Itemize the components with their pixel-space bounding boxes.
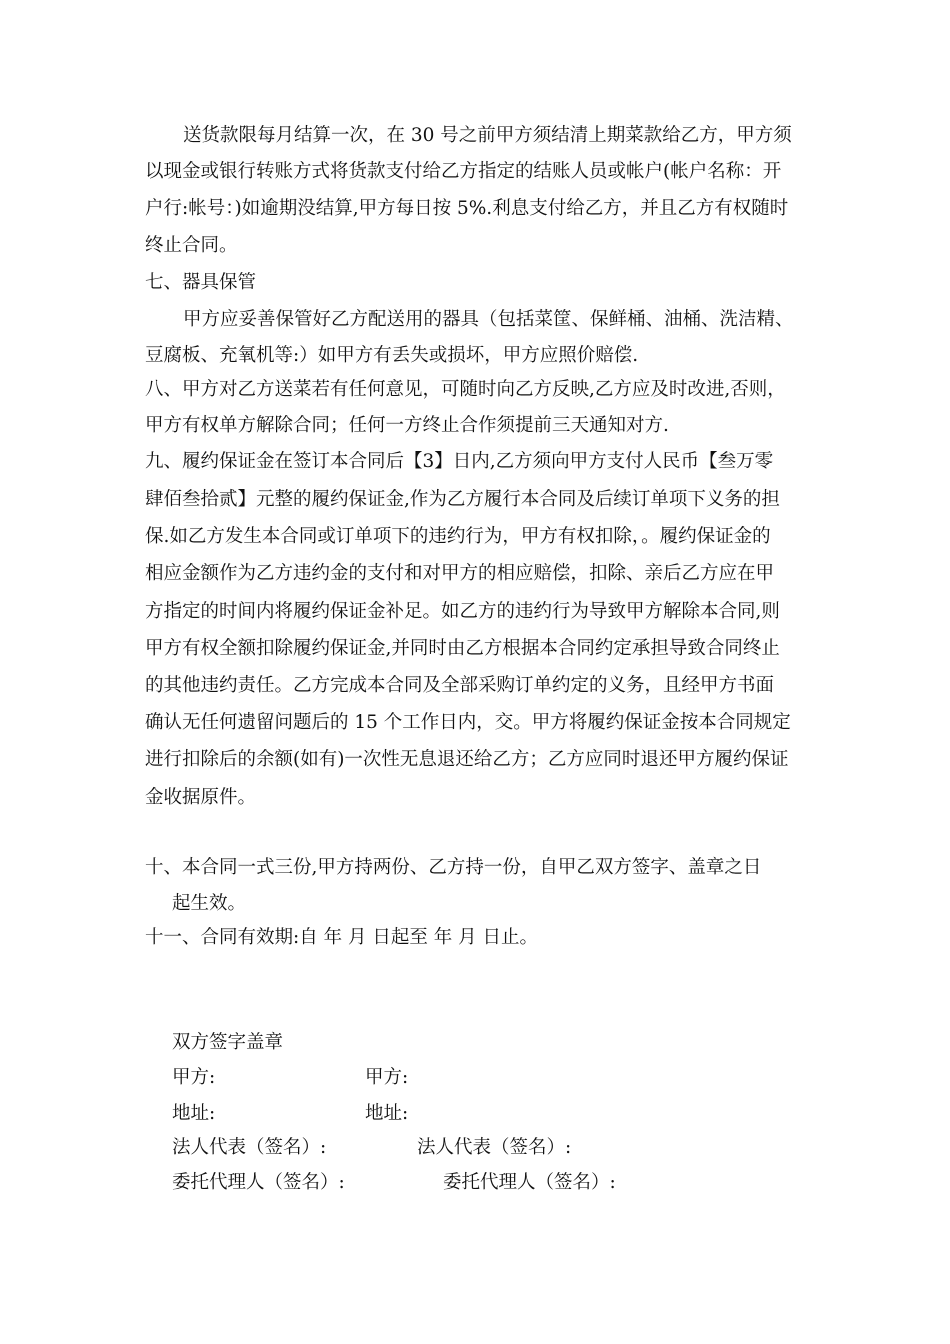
section-9-line-2: 肆佰叁拾贰】元整的履约保证金,作为乙方履行本合同及后续订单项下义务的担 [145,489,780,510]
payment-line-2: 以现金或银行转账方式将货款支付给乙方指定的结账人员或帐户(帐户名称：开 [145,161,782,182]
payment-line-4: 终止合同。 [145,235,238,256]
agent-right-label: 委托代理人（签名）: [443,1172,616,1193]
payment-line-1: 送货款限每月结算一次，在 30 号之前甲方须结清上期菜款给乙方，甲方须 [183,125,792,146]
legal-rep-left-label: 法人代表（签名）: [172,1137,327,1158]
party-a-left-label: 甲方: [172,1067,216,1088]
party-a-right-label: 甲方: [365,1067,409,1088]
agent-left-label: 委托代理人（签名）: [172,1172,345,1193]
section-9-line-3: 保.如乙方发生本合同或订单项下的违约行为，甲方有权扣除，。履约保证金的 [145,526,771,547]
equipment-line-1: 甲方应妥善保管好乙方配送用的器具（包括菜筐、保鲜桶、油桶、洗洁精、 [183,309,794,330]
section-8-line-2: 甲方有权单方解除合同；任何一方终止合作须提前三天通知对方. [145,415,669,436]
section-9-line-6: 甲方有权全额扣除履约保证金,并同时由乙方根据本合同约定承担导致合同终止 [145,638,780,659]
section-10-line-2: 起生效。 [172,893,247,914]
signature-heading: 双方签字盖章 [172,1032,284,1053]
section-9-line-8: 确认无任何遗留问题后的 15 个工作日内，交。甲方将履约保证金按本合同规定 [145,712,791,733]
address-left-label: 地址: [172,1103,216,1124]
section-9-line-1: 九、履约保证金在签订本合同后【3】日内,乙方须向甲方支付人民币【叁万零 [145,451,774,472]
section-7-heading: 七、器具保管 [145,272,257,293]
address-right-label: 地址: [365,1103,409,1124]
section-11-validity: 十一、合同有效期:自 年 月 日起至 年 月 日止。 [145,927,539,948]
equipment-line-2: 豆腐板、充氧机等:）如甲方有丢失或损坏，甲方应照价赔偿. [145,345,639,366]
section-9-line-4: 相应金额作为乙方违约金的支付和对甲方的相应赔偿，扣除、亲后乙方应在甲 [145,563,775,584]
section-10-line-1: 十、本合同一式三份,甲方持两份、乙方持一份，自甲乙双方签字、盖章之日 [145,857,762,878]
section-8-line-1: 八、甲方对乙方送菜若有任何意见，可随时向乙方反映,乙方应及时改进,否则， [145,379,786,400]
legal-rep-right-label: 法人代表（签名）: [417,1137,572,1158]
section-9-line-5: 方指定的时间内将履约保证金补足。如乙方的违约行为导致甲方解除本合同,则 [145,601,780,622]
section-9-line-7: 的其他违约责任。乙方完成本合同及全部采购订单约定的义务，且经甲方书面 [145,675,775,696]
section-9-line-9: 进行扣除后的余额(如有)一次性无息退还给乙方；乙方应同时退还甲方履约保证 [145,749,789,770]
payment-line-3: 户行:帐号：)如逾期没结算,甲方每日按 5%.利息支付给乙方，并且乙方有权随时 [145,198,789,219]
section-9-line-10: 金收据原件。 [145,787,257,808]
